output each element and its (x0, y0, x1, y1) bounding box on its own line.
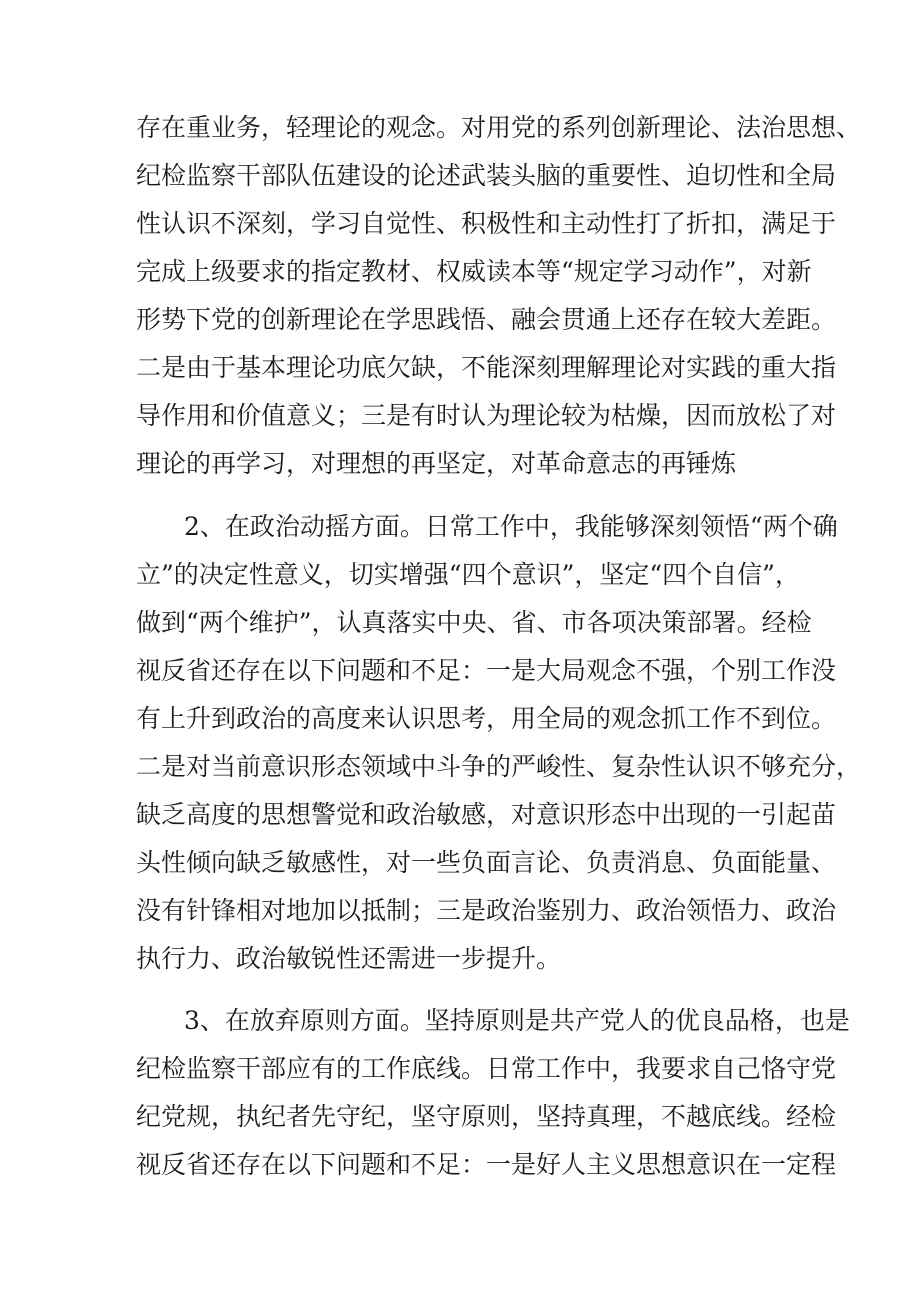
text-line: 头性倾向缺乏敏感性，对一些负面言论、负责消息、负面能量、 (136, 848, 837, 877)
text-line: 缺乏高度的思想警觉和政治敏感，对意识形态中出现的一引起苗 (136, 800, 837, 829)
text-line: 视反省还存在以下问题和不足：一是大局观念不强，个别工作没 (136, 656, 837, 685)
paragraph-abandoning-principles (136, 997, 850, 1189)
text-line: 二是由于基本理论功底欠缺，不能深刻理解理论对实践的重大指 (136, 353, 837, 382)
text-line: 有上升到政治的高度来认识思考，用全局的观念抓工作不到位。 (136, 704, 837, 733)
text-line: 2、在政治动摇方面。日常工作中，我能够深刻领悟“两个确 (184, 512, 838, 541)
paragraph-political-wavering (136, 503, 862, 983)
text-line: 做到“两个维护”，认真落实中央、省、市各项决策部署。经检 (136, 608, 812, 637)
text-line: 二是对当前意识形态领域中斗争的严峻性、复杂性认识不够充分， (136, 752, 862, 781)
text-line: 纪党规，执纪者先守纪，坚守原则，坚持真理，不越底线。经检 (136, 1102, 837, 1131)
text-line: 视反省还存在以下问题和不足：一是好人主义思想意识在一定程 (136, 1150, 837, 1179)
text-line: 立”的决定性意义，切实增强“四个意识”，坚定“四个自信”， (136, 560, 800, 589)
text-line: 纪检监察干部应有的工作底线。日常工作中，我要求自己恪守党 (136, 1054, 837, 1083)
text-line: 3、在放弃原则方面。坚持原则是共产党人的优良品格，也是 (184, 1006, 850, 1035)
text-line: 执行力、政治敏锐性还需进一步提升。 (136, 944, 562, 973)
text-line: 存在重业务，轻理论的观念。对用党的系列创新理论、法治思想、 (136, 113, 862, 142)
text-line: 完成上级要求的指定教材、权威读本等“规定学习动作”，对新 (136, 257, 812, 286)
text-line: 性认识不深刻，学习自觉性、积极性和主动性打了折扣，满足于 (136, 209, 837, 238)
text-line: 纪检监察干部队伍建设的论述武装头脑的重要性、迫切性和全局 (136, 161, 837, 190)
text-line: 形势下党的创新理论在学思践悟、融会贯通上还存在较大差距。 (136, 305, 837, 334)
text-line: 没有针锋相对地加以抵制；三是政治鉴别力、政治领悟力、政治 (136, 896, 837, 925)
text-line: 理论的再学习，对理想的再坚定，对革命意志的再锤炼 (136, 449, 737, 478)
text-line: 导作用和价值意义；三是有时认为理论较为枯燥，因而放松了对 (136, 401, 837, 430)
paragraph-theory (136, 104, 862, 488)
